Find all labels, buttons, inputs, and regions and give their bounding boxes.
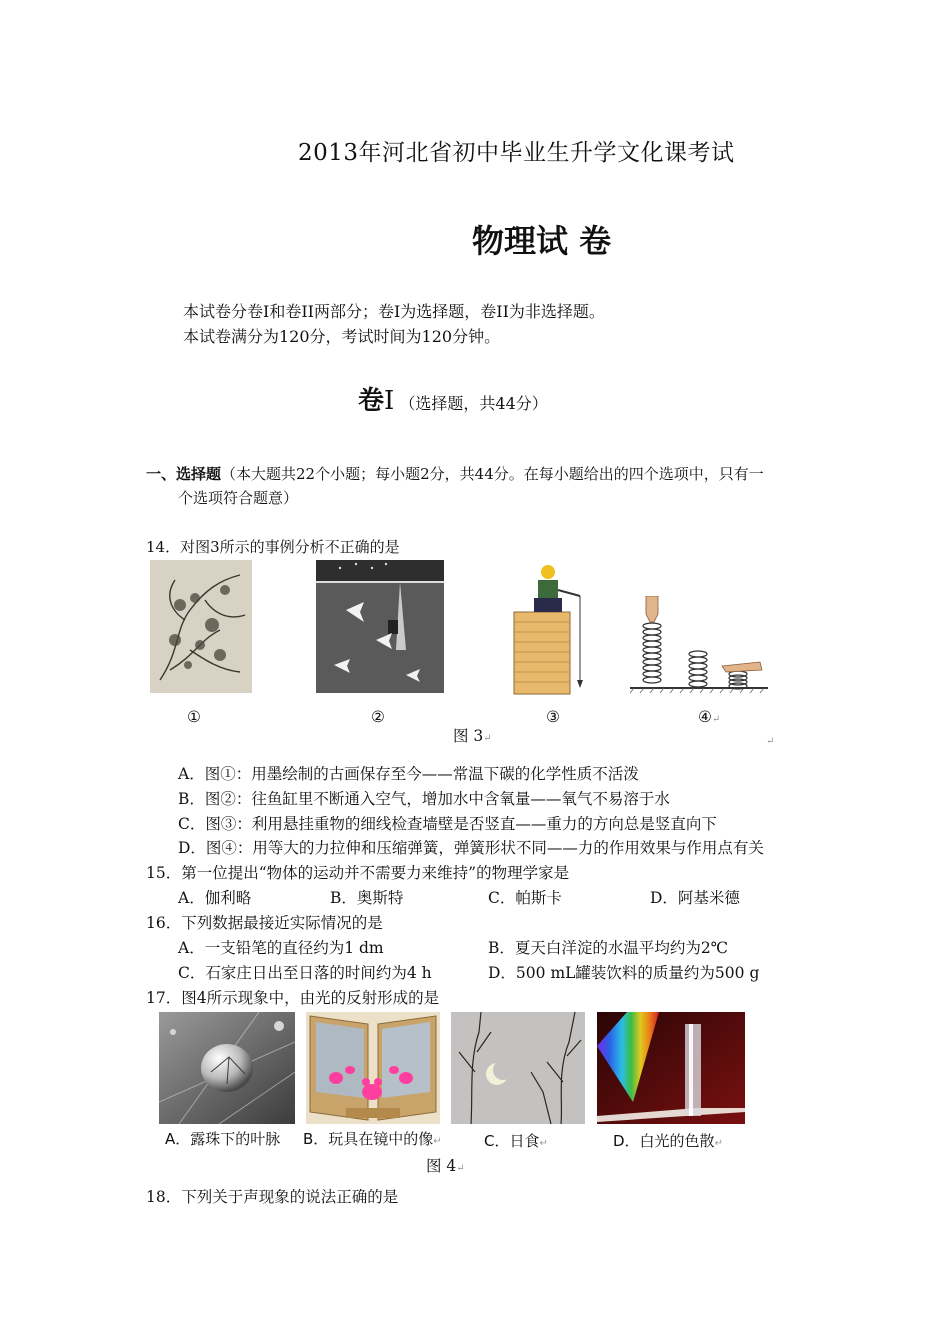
- part1-instruction-text: （本大题共22个小题；每小题2分，共44分。在每小题给出的四个选项中，只有一: [221, 465, 764, 483]
- q15-option-d: D．阿基米德: [650, 889, 740, 907]
- figure-3-label-1: ①: [187, 708, 201, 726]
- q18-stem: 18．下列关于声现象的说法正确的是: [146, 1188, 399, 1206]
- exam-title: 2013年河北省初中毕业生升学文化课考试: [298, 140, 735, 166]
- q15-option-b: B．奥斯特: [330, 889, 404, 907]
- q15-option-c: C．帕斯卡: [488, 889, 562, 907]
- section-numeral: I: [384, 386, 395, 416]
- q14-option-d: D．图④：用等大的力拉伸和压缩弹簧，弹簧形状不同——力的作用效果与作用点有关: [178, 839, 764, 857]
- figure-4-caption: 图 4↵: [426, 1157, 465, 1175]
- q14-option-c: C．图③：利用悬挂重物的细线检查墙壁是否竖直——重力的方向总是竖直向下: [178, 815, 717, 833]
- figure-4-c-solar-eclipse: [451, 1012, 585, 1124]
- section-name: 卷: [358, 386, 385, 416]
- q16-option-a: A．一支铅笔的直径约为1 dm: [178, 939, 384, 957]
- figure-4-label-a: A．露珠下的叶脉: [165, 1130, 281, 1148]
- figure-4-d-light-dispersion: [597, 1012, 745, 1124]
- q16-option-d: D．500 mL罐装饮料的质量约为500 g: [488, 964, 760, 982]
- q14-stem: 14．对图3所示的事例分析不正确的是: [146, 538, 400, 556]
- q16-option-c: C．石家庄日出至日落的时间约为4 h: [178, 964, 432, 982]
- figure-3-3-plumb-line: [508, 560, 588, 695]
- figure-4-label-d: D．白光的色散↵: [613, 1132, 723, 1150]
- q15-stem: 15．第一位提出“物体的运动并不需要力来维持”的物理学家是: [146, 864, 570, 882]
- figure-4-label-c: C．日食↵: [484, 1132, 548, 1150]
- paper-title: 物理试 卷: [472, 222, 612, 260]
- q16-stem: 16．下列数据最接近实际情况的是: [146, 914, 383, 932]
- q15-option-a: A．伽利略: [178, 889, 252, 907]
- part1-instruction-2: 个选项符合题意）: [178, 489, 299, 507]
- intro-line-1: 本试卷分卷I和卷II两部分；卷I为选择题，卷II为非选择题。: [183, 302, 605, 321]
- figure-3-label-2: ②: [371, 708, 385, 726]
- figure-3-4-springs: [630, 596, 768, 694]
- q17-stem: 17．图4所示现象中，由光的反射形成的是: [146, 989, 440, 1007]
- section-note: （选择题，共44分）: [399, 394, 548, 413]
- q16-option-b: B．夏天白洋淀的水温平均约为2℃: [488, 939, 729, 957]
- part1-label: 一、选择题: [146, 465, 222, 483]
- figure-3-caption: 图 3↵: [453, 727, 492, 745]
- part1-instruction-1: [146, 463, 764, 484]
- figure-3-2-fish-tank: [316, 560, 444, 693]
- section-heading: [358, 380, 548, 417]
- figure-3-label-3: ③: [546, 708, 560, 726]
- paragraph-mark: ↵: [766, 736, 775, 747]
- figure-4-b-mirror-toys: [306, 1012, 440, 1124]
- figure-3-label-4: ④↵: [698, 708, 721, 726]
- figure-4-label-b: B．玩具在镜中的像↵: [303, 1130, 442, 1148]
- figure-3-1-ink-painting: [150, 560, 252, 693]
- figure-4-a-dewdrop: [159, 1012, 295, 1124]
- intro-line-2: 本试卷满分为120分，考试时间为120分钟。: [183, 327, 501, 346]
- q14-option-a: A．图①：用墨绘制的古画保存至今——常温下碳的化学性质不活泼: [178, 765, 639, 783]
- q14-option-b: B．图②：往鱼缸里不断通入空气，增加水中含氧量——氧气不易溶于水: [178, 790, 670, 808]
